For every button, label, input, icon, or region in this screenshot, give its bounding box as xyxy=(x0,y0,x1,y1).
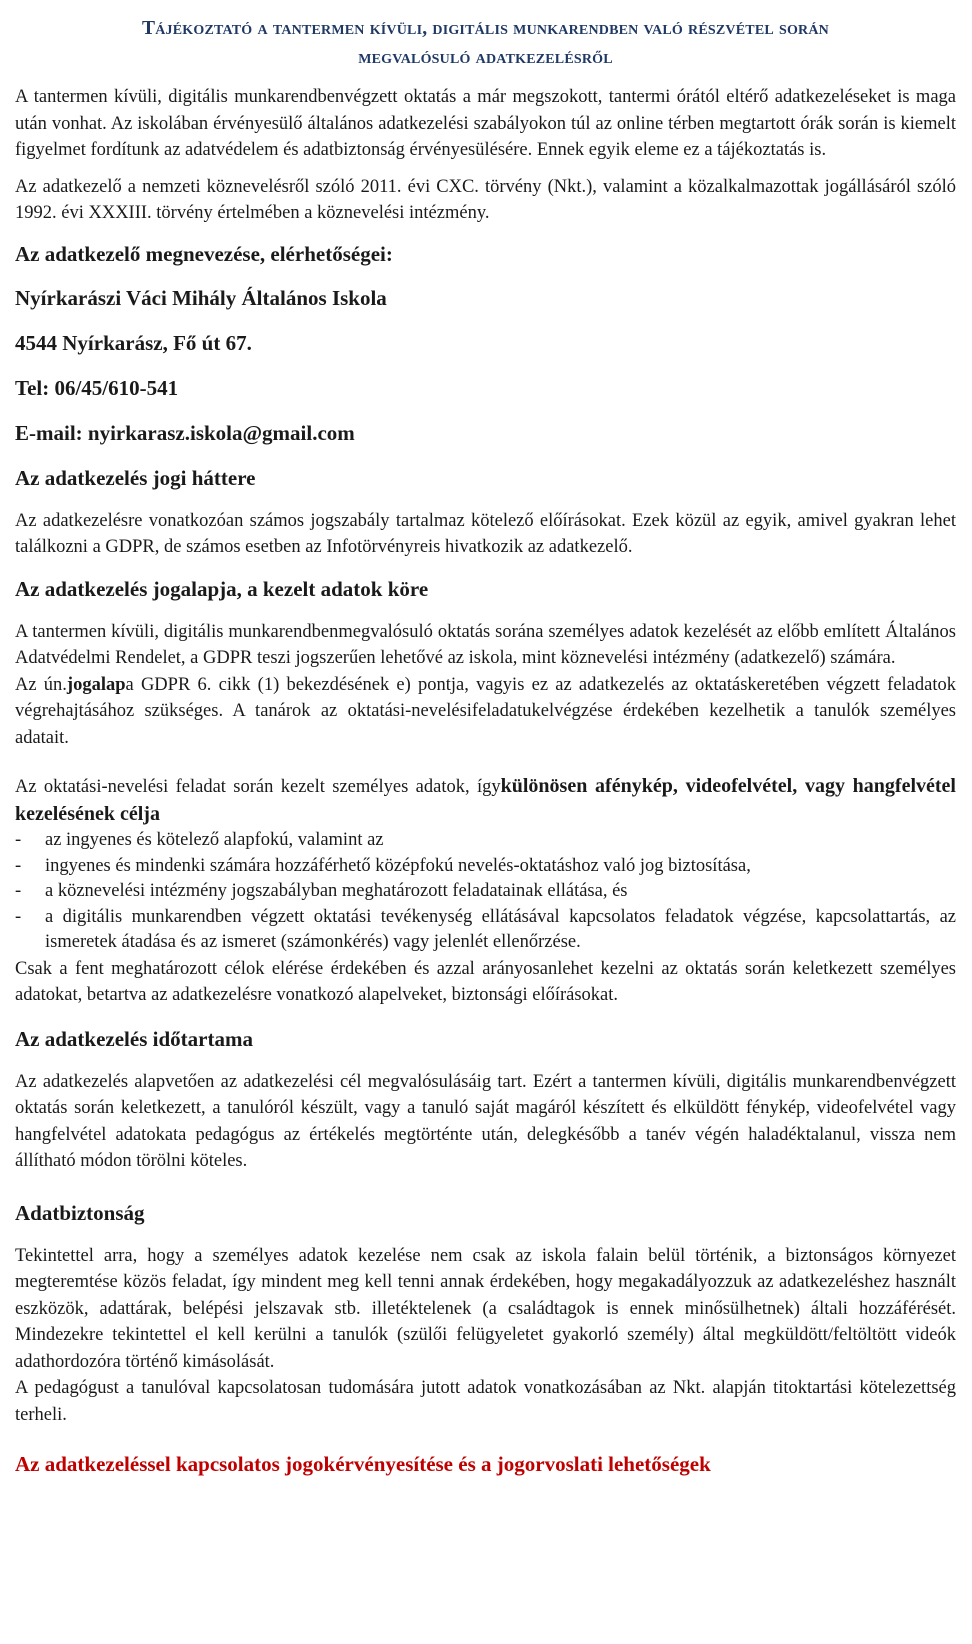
purpose-after-text: Csak a fent meghatározott célok elérése érdekében és azzal arányosanlehet kezelni az oktatás során keletkezett személyes adatokat, betartva az adatkezelésre vonatkozó alapelveket, biztonsági előírásokat. xyxy=(15,958,956,1005)
legal-basis-keyword: jogalap xyxy=(66,674,126,695)
legal-basis-text-2 xyxy=(15,672,956,752)
legal-background-heading: Az adatkezelés jogi háttere xyxy=(15,465,256,490)
purpose-list xyxy=(15,828,956,956)
title-line-1: Tájékoztató a tantermen kívüli, digitális munkarendben való részvétel során xyxy=(142,18,829,39)
controller-name: Nyírkarászi Váci Mihály Általános Iskola xyxy=(15,285,387,310)
rights-heading: Az adatkezeléssel kapcsolatos jogokérvényesítése és a jogorvoslati lehetőségek xyxy=(15,1452,711,1476)
controller-heading: Az adatkezelő megnevezése, elérhetőségei: xyxy=(15,241,393,266)
list-item: - a köznevelési intézmény jogszabályban meghatározott feladatainak ellátása, és xyxy=(15,879,956,905)
controller-phone: Tel: 06/45/610-541 xyxy=(15,375,179,400)
duration-heading: Az adatkezelés időtartama xyxy=(15,1026,253,1051)
controller-email: E-mail: nyirkarasz.iskola@gmail.com xyxy=(15,420,355,445)
duration-text: Az adatkezelés alapvetően az adatkezelési cél megvalósulásáig tart. Ezért a tantermen kívüli, digitális munkarendbenvégzett oktatás során keletkezett, a tanulóról készült, vagy a tanuló saját magáról készített és elküldött fénykép, videofelvétel vagy hangfelvétel adatokata pedagógus az értékelés megtörténte után, delegkésőbb a tanév végén haladéktalanul, vissza nem állítható módon törölni köteles. xyxy=(15,1071,956,1171)
list-item: - ingyenes és mindenki számára hozzáférhető középfokú nevelés-oktatáshoz való jog biztosítása, xyxy=(15,854,956,880)
intro-paragraph-1: A tantermen kívüli, digitális munkarendbenvégzett oktatás a már megszokott, tantermi órától eltérő adatkezeléseket is maga után vonhat. Az iskolában érvényesülő általános adatkezelési szabályokon túl az online térben megtartott órák során is kiemelt figyelmet fordítunk az adatvédelem és adatbiztonság érvényesülésére. Ennek egyik eleme ez a tájékoztatás is. xyxy=(15,87,956,160)
controller-address: 4544 Nyírkarász, Fő út 67. xyxy=(15,330,252,355)
legal-basis-rest: a GDPR 6. cikk (1) bekezdésének e) pontja, vagyis ez az adatkezelés az oktatáskeretében végzett feladatok végrehajtásához szükséges. A tanárok az oktatási-nevelésifeladatukelvégzése érdekében kezelhetik a tanulók személyes adatait. xyxy=(15,674,956,748)
list-item: - a digitális munkarendben végzett oktatási tevékenység ellátásával kapcsolatos feladatok végzése, kapcsolattartás, az ismeretek átadása és az ismeret (számonkérés) vagy jelenlét ellenőrzése. xyxy=(15,905,956,956)
purpose-bold: különösen afénykép, videofelvétel, vagy hangfelvétel kezelésének célja xyxy=(15,775,956,825)
purpose-intro xyxy=(15,773,956,828)
legal-background-text: Az adatkezelésre vonatkozóan számos jogszabály tartalmaz kötelező előírásokat. Ezek közül az egyik, amivel gyakran lehet találkozni a GDPR, de számos esetben az Infotörvényreis hivatkozik az adatkezelő. xyxy=(15,510,956,557)
intro-paragraph-2: Az adatkezelő a nemzeti köznevelésről szóló 2011. évi CXC. törvény (Nkt.), valamint a közalkalmazottak jogállásáról szóló 1992. évi XXXIII. törvény értelmében a köznevelési intézmény. xyxy=(15,176,956,223)
purpose-prefix: Az oktatási-nevelési feladat során kezelt személyes adatok, így xyxy=(15,777,501,797)
list-item: - az ingyenes és kötelező alapfokú, valamint az xyxy=(15,828,956,854)
legal-basis-prefix: Az ún. xyxy=(15,674,67,695)
document-title xyxy=(15,14,956,72)
legal-basis-text-1: A tantermen kívüli, digitális munkarendbenmegvalósuló oktatás soránа személyes adatok kezelését az előbb említett Általános Adatvédelmi Rendelet, a GDPR teszi jogszerűen lehetővé az iskola, mint köznevelési intézmény (adatkezelő) számára. xyxy=(15,621,956,668)
security-text-1: Tekintettel arra, hogy a személyes adatok kezelése nem csak az iskola falain belül történik, a biztonságos környezet megteremtése közös feladat, így mindent meg kell tenni annak érdekében, hogy megakadályozzuk az adatkezeléshez használt eszközök, adattárak, belépési jelszavak stb. illetéktelenek (a családtagok is ennek minősülhetnek) általi hozzáférését. Mindezekre tekintettel el kell kerülni a tanulók (szülői felügyeletet gyakorló személy) által megküldött/feltöltött videók adathordozóra történő kimásolását. xyxy=(15,1245,956,1372)
security-text-2: A pedagógust a tanulóval kapcsolatosan tudomására jutott adatok vonatkozásában az Nkt. alapján titoktartási kötelezettség terheli. xyxy=(15,1378,956,1425)
title-line-2: megvalósuló adatkezelésről xyxy=(358,47,613,68)
security-heading: Adatbiztonság xyxy=(15,1200,145,1225)
legal-basis-heading: Az adatkezelés jogalapja, a kezelt adatok köre xyxy=(15,576,429,601)
